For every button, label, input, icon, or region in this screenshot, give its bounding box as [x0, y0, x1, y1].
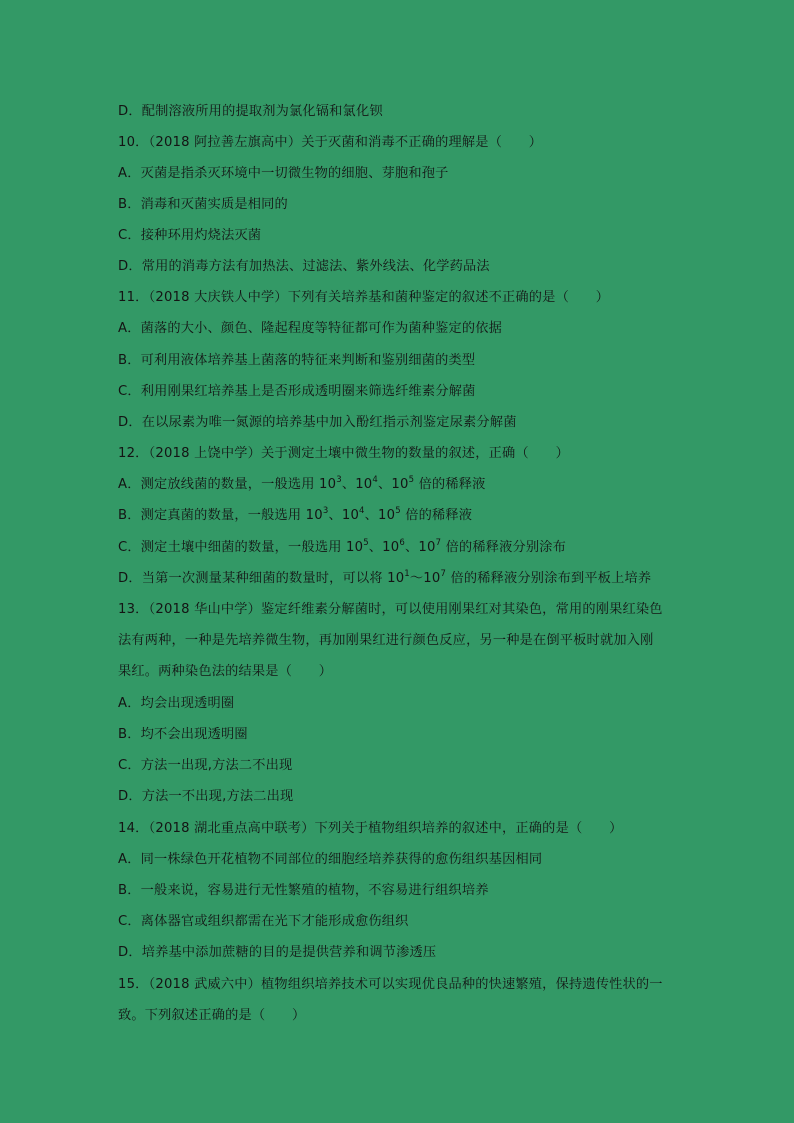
- q13-stem-line3: 果红。两种染色法的结果是（ ）: [118, 664, 333, 679]
- q11-option-d: D．在以尿素为唯一氮源的培养基中加入酚红指示剂鉴定尿素分解菌: [118, 415, 517, 430]
- q14-stem: 14．（2018 湖北重点高中联考）下列关于植物组织培养的叙述中，正确的是（ ）: [118, 821, 623, 836]
- q13-option-a: A．均会出现透明圈: [118, 696, 235, 711]
- q13-option-c: C．方法一出现,方法二不出现: [118, 758, 293, 773]
- q13-stem-line1: 13．（2018 华山中学）鉴定纤维素分解菌时，可以使用刚果红对其染色，常用的刚果红染色: [118, 602, 663, 617]
- q11-option-b: B．可利用液体培养基上菌落的特征来判断和鉴别细菌的类型: [118, 353, 476, 368]
- q14-option-c: C．离体器官或组织都需在光下才能形成愈伤组织: [118, 914, 409, 929]
- q9-option-d: D．配制溶液所用的提取剂为氯化镉和氯化钡: [118, 104, 383, 119]
- q10-option-a: A．灭菌是指杀灭环境中一切微生物的细胞、芽胞和孢子: [118, 166, 449, 181]
- q12-option-d: D．当第一次测量某种细菌的数量时，可以将 $10^1\sim 10^7$ 倍的稀释液分别涂布到平板上培养: [118, 569, 652, 586]
- q13-stem-line2: 法有两种，一种是先培养微生物，再加刚果红进行颜色反应，另一种是在倒平板时就加入刚: [118, 633, 654, 648]
- q10-option-c: C．接种环用灼烧法灭菌: [118, 228, 262, 243]
- q12-option-b: B．测定真菌的数量，一般选用 $10^3$、$10^4$、$10^5$ 倍的稀释液: [118, 506, 473, 523]
- q14-option-b: B．一般来说，容易进行无性繁殖的植物，不容易进行组织培养: [118, 883, 489, 898]
- q12-option-a: A．测定放线菌的数量，一般选用 $10^3$、$10^4$、$10^5$ 倍的稀释液: [118, 475, 486, 492]
- q11-option-c: C．利用刚果红培养基上是否形成透明圈来筛选纤维素分解菌: [118, 384, 476, 399]
- q10-stem: 10．（2018 阿拉善左旗高中）关于灭菌和消毒不正确的理解是（ ）: [118, 135, 543, 150]
- q14-option-a: A．同一株绿色开花植物不同部位的细胞经培养获得的愈伤组织基因相同: [118, 852, 543, 867]
- q14-option-d: D．培养基中添加蔗糖的目的是提供营养和调节渗透压: [118, 945, 437, 960]
- q13-option-d: D．方法一不出现,方法二出现: [118, 789, 294, 804]
- q13-option-b: B．均不会出现透明圈: [118, 727, 248, 742]
- q10-option-d: D．常用的消毒方法有加热法、过滤法、紫外线法、化学药品法: [118, 259, 490, 274]
- q10-option-b: B．消毒和灭菌实质是相同的: [118, 197, 288, 212]
- q12-option-c: C．测定土壤中细菌的数量，一般选用 $10^5$、$10^6$、$10^7$ 倍的稀释液分别涂布: [118, 538, 567, 555]
- q15-stem-line1: 15．（2018 武威六中）植物组织培养技术可以实现优良品种的快速繁殖，保持遗传性状的一: [118, 977, 663, 992]
- q12-stem: 12．（2018 上饶中学）关于测定土壤中微生物的数量的叙述，正确（ ）: [118, 446, 569, 461]
- q11-option-a: A．菌落的大小、颜色、隆起程度等特征都可作为菌种鉴定的依据: [118, 321, 503, 336]
- q15-stem-line2: 致。下列叙述正确的是（ ）: [118, 1008, 306, 1023]
- q11-stem: 11．（2018 大庆铁人中学）下列有关培养基和菌种鉴定的叙述不正确的是（ ）: [118, 290, 610, 305]
